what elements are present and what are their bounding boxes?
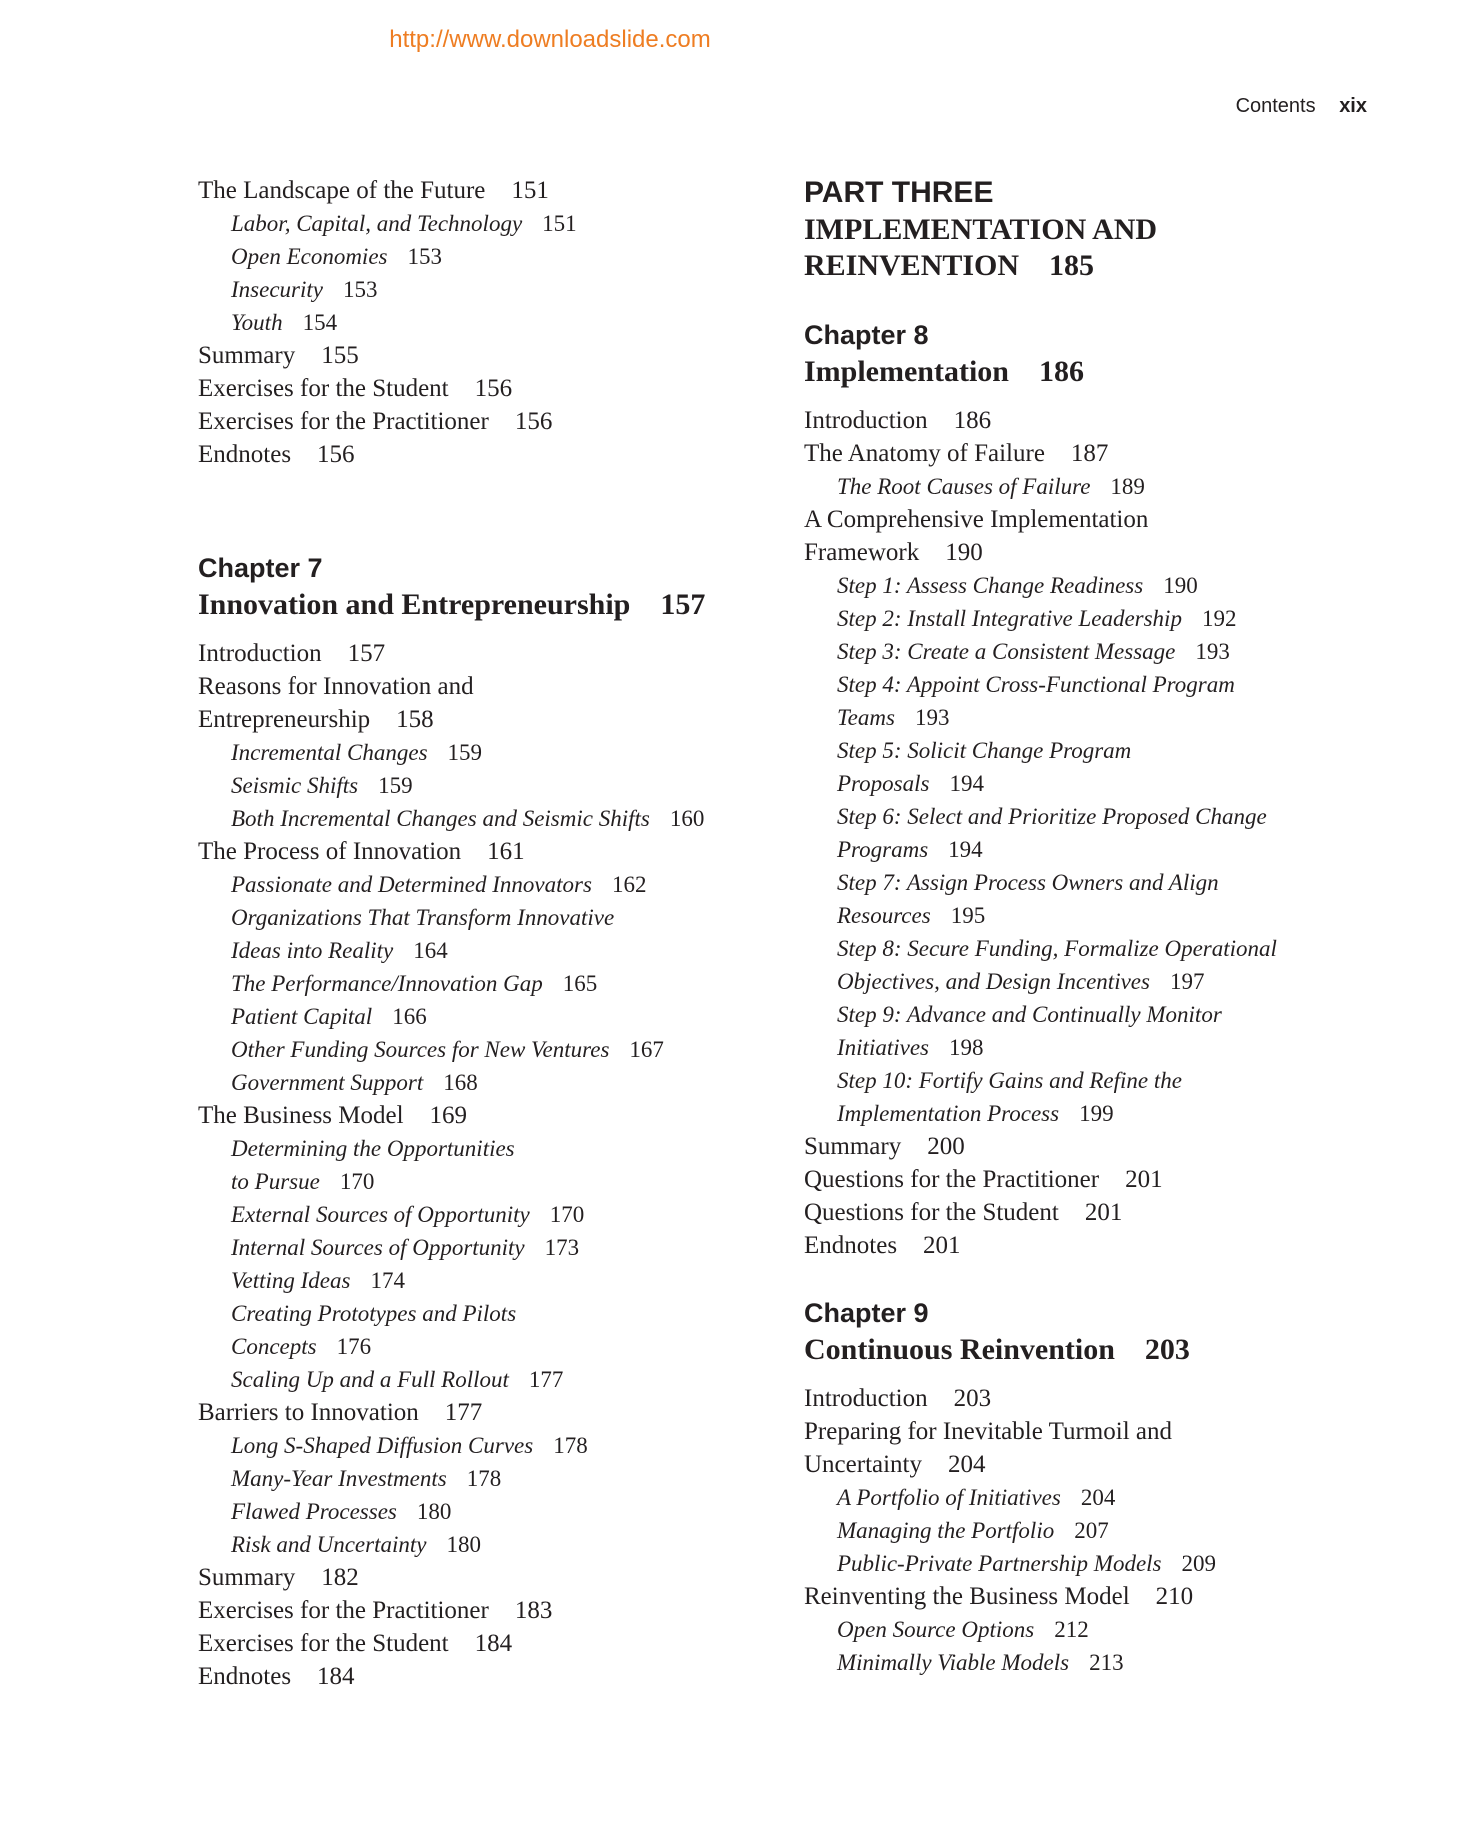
toc-entry [198,1132,758,1165]
toc-entry-page: 180 [416,1499,452,1524]
toc-entry [804,1130,1364,1163]
toc-entry-text: Organizations That Transform Innovative [231,905,615,930]
toc-entry-text: to Pursue [231,1169,320,1194]
toc-entry-page: 155 [321,342,359,369]
toc-entry-text: Insecurity [231,277,323,302]
toc-entry-text: Public-Private Partnership Models [837,1551,1162,1576]
toc-entry-text: Proposals [837,771,930,796]
left-column [198,174,758,1693]
toc-entry-text: Step 6: Select and Prioritize Proposed Change [837,804,1267,829]
toc-entry [804,767,1364,800]
toc-entry-text: Seismic Shifts [231,773,359,798]
chapter-8-page: 186 [1039,355,1084,388]
toc-entry [804,1448,1364,1481]
chapter-8-title [804,352,1364,392]
toc-entry-text: Minimally Viable Models [837,1650,1070,1675]
toc-entry [804,1031,1364,1064]
toc-entry-text: The Performance/Innovation Gap [231,971,543,996]
toc-entry-text: The Anatomy of Failure [804,440,1045,467]
toc-entry [198,703,758,736]
toc-entry-text: Exercises for the Student [198,1630,449,1657]
running-head-page: xix [1339,95,1367,117]
toc-entry-page: 204 [1080,1485,1116,1510]
toc-entry-page: 200 [927,1133,965,1160]
toc-entry-page: 176 [336,1334,372,1359]
toc-entry-page: 193 [914,705,950,730]
toc-entry-text: The Landscape of the Future [198,177,486,204]
toc-entry-page: 157 [347,640,386,667]
toc-entry-text: Programs [837,837,929,862]
toc-entry-text: Uncertainty [804,1451,923,1478]
toc-entry-page: 189 [1110,474,1145,499]
toc-entry-text: Scaling Up and a Full Rollout [231,1367,509,1392]
toc-entry-text: Objectives, and Design Incentives [837,969,1150,994]
toc-entry [198,670,758,703]
toc-entry [804,1481,1364,1514]
toc-entry [198,901,758,934]
toc-entry-text: Youth [231,310,283,335]
toc-entry-text: Reinventing the Business Model [804,1583,1130,1610]
toc-entry-text: External Sources of Opportunity [231,1202,530,1227]
part-page: 185 [1049,249,1095,282]
toc-entry-page: 183 [514,1597,553,1624]
toc-entry-text: Step 5: Solicit Change Program [837,738,1132,763]
chapter-7-title-text: Innovation and Entrepreneurship [198,588,631,621]
toc-entry-page: 168 [443,1070,478,1095]
toc-entry [198,769,758,802]
toc-entry-text: Government Support [231,1070,424,1095]
toc-entry-text: Vetting Ideas [231,1268,351,1293]
chapter-8-label: Chapter 8 [804,320,929,350]
toc-entry [198,1462,758,1495]
toc-entry [804,800,1364,833]
toc-entry [198,273,758,306]
toc-entry [804,1514,1364,1547]
toc-entry [198,1165,758,1198]
toc-entry-page: 212 [1054,1617,1089,1642]
toc-entry [804,1097,1364,1130]
toc-entry-text: Introduction [804,407,928,434]
toc-entry [804,404,1364,437]
toc-entry-text: Creating Prototypes and Pilots [231,1301,517,1326]
toc-entry-text: Flawed Processes [231,1499,397,1524]
toc-entry-text: Both Incremental Changes and Seismic Shifts [231,806,650,831]
toc-entry-page: 182 [321,1564,359,1591]
toc-entry-text: Summary [198,342,296,369]
toc-entry-page: 197 [1169,969,1205,994]
toc-entry [198,339,758,372]
toc-entry-page: 199 [1079,1101,1114,1126]
chapter-7-entries [198,637,758,1693]
right-column [804,174,1364,1679]
toc-entry-page: 201 [1084,1199,1123,1226]
toc-entry-text: Concepts [231,1334,317,1359]
toc-entry-text: Internal Sources of Opportunity [231,1235,525,1260]
toc-entry [198,1000,758,1033]
toc-entry [804,899,1364,932]
toc-entry-page: 162 [611,872,647,897]
toc-entry-page: 161 [487,838,525,865]
toc-entry-page: 210 [1155,1583,1194,1610]
toc-entry-text: Teams [837,705,895,730]
toc-entry [804,1613,1364,1646]
toc-entry-text: Step 2: Install Integrative Leadership [837,606,1182,631]
part-title-text: REINVENTION [804,249,1020,282]
toc-entry [804,437,1364,470]
toc-entry-text: Introduction [198,640,322,667]
part-title-line1: IMPLEMENTATION AND [804,213,1158,246]
toc-entry-text: Step 4: Appoint Cross-Functional Program [837,672,1235,697]
toc-entry [198,1297,758,1330]
toc-entry-page: 173 [544,1235,580,1260]
toc-entry-text: Resources [837,903,931,928]
toc-entry [198,306,758,339]
toc-entry-page: 156 [317,441,355,468]
part-title-line2 [804,248,1364,284]
toc-entry-page: 195 [950,903,986,928]
chapter-9-page: 203 [1144,1333,1190,1366]
toc-entry-text: Summary [198,1564,296,1591]
toc-entry [804,602,1364,635]
toc-entry [198,1429,758,1462]
toc-entry [198,736,758,769]
running-head-label: Contents [1235,95,1316,117]
toc-entry-text: Risk and Uncertainty [231,1532,427,1557]
toc-entry-page: 178 [553,1433,588,1458]
toc-entry-page: 153 [342,277,378,302]
toc-entry-page: 193 [1195,639,1230,664]
toc-entry-page: 158 [396,706,434,733]
toc-entry-text: A Comprehensive Implementation [804,506,1149,533]
toc-entry [198,1495,758,1528]
toc-entry-page: 190 [945,539,983,566]
chapter-7-label: Chapter 7 [198,553,323,583]
toc-entry-text: Step 7: Assign Process Owners and Align [837,870,1219,895]
toc-entry-text: Endnotes [198,1663,292,1690]
toc-entry [804,1064,1364,1097]
toc-entry [804,701,1364,734]
toc-entry [198,637,758,670]
toc-entry [198,438,758,471]
toc-entry [198,1066,758,1099]
toc-entry-page: 156 [474,375,513,402]
toc-entry [198,1330,758,1363]
toc-entry [198,967,758,1000]
toc-entry-text: Managing the Portfolio [837,1518,1055,1543]
toc-entry-page: 151 [542,211,577,236]
toc-entry-text: A Portfolio of Initiatives [837,1485,1061,1510]
toc-entry-text: Other Funding Sources for New Ventures [231,1037,610,1062]
source-url: http://www.downloadslide.com [389,26,711,53]
toc-entry [804,998,1364,1031]
toc-entry [804,1646,1364,1679]
toc-entry [804,1163,1364,1196]
toc-entry [804,1229,1364,1262]
toc-entry [198,1660,758,1693]
toc-entry-page: 177 [444,1399,483,1426]
toc-entry-text: Step 3: Create a Consistent Message [837,639,1176,664]
chapter-9-label: Chapter 9 [804,1298,929,1328]
toc-entry [198,934,758,967]
toc-entry-text: Barriers to Innovation [198,1399,419,1426]
toc-entry [198,1561,758,1594]
toc-entry-text: Open Economies [231,244,388,269]
toc-entry-page: 177 [528,1367,564,1392]
toc-entry-page: 207 [1074,1518,1109,1543]
toc-entry-text: The Business Model [198,1102,404,1129]
toc-entry-text: Step 10: Fortify Gains and Refine the [837,1068,1182,1093]
toc-entry-text: Step 8: Secure Funding, Formalize Operational [837,936,1277,961]
toc-entry-page: 194 [948,837,983,862]
chapter-8-entries [804,404,1364,1262]
toc-entry-text: Exercises for the Student [198,375,449,402]
chapter-7-page: 157 [660,588,706,621]
toc-entry-page: 153 [407,244,442,269]
toc-entry-text: Exercises for the Practitioner [198,1597,489,1624]
toc-entry-page: 192 [1201,606,1237,631]
toc-entry-text: Labor, Capital, and Technology [231,211,523,236]
toc-entry-page: 213 [1089,1650,1124,1675]
toc-entry [804,503,1364,536]
toc-entry-text: Implementation Process [837,1101,1060,1126]
toc-entry-text: Ideas into Reality [231,938,394,963]
toc-entry [804,1382,1364,1415]
toc-entry-page: 201 [1125,1166,1163,1193]
toc-entry-page: 156 [514,408,553,435]
toc-entry-page: 204 [948,1451,986,1478]
chapter-9-entries [804,1382,1364,1679]
toc-entry-text: Many-Year Investments [231,1466,447,1491]
toc-entry-text: Questions for the Student [804,1199,1059,1226]
toc-entry-page: 151 [511,177,549,204]
toc-entry [198,1099,758,1132]
toc-entry-page: 164 [413,938,448,963]
toc-entry [804,1415,1364,1448]
toc-entry-page: 184 [317,1663,355,1690]
toc-entry-page: 180 [446,1532,481,1557]
left-top-entries [198,174,758,471]
toc-entry [198,1396,758,1429]
toc-entry-text: Long S-Shaped Diffusion Curves [231,1433,534,1458]
toc-entry-page: 159 [378,773,413,798]
toc-entry-text: Framework [804,539,920,566]
toc-entry [198,207,758,240]
toc-entry [804,932,1364,965]
toc-entry-page: 165 [562,971,598,996]
toc-entry [804,569,1364,602]
toc-entry-page: 194 [949,771,984,796]
toc-entry [198,835,758,868]
chapter-9-title-text: Continuous Reinvention [804,1333,1115,1366]
toc-entry-text: Passionate and Determined Innovators [231,872,592,897]
toc-entry-text: Endnotes [198,441,292,468]
toc-entry [198,1033,758,1066]
toc-entry [804,833,1364,866]
toc-entry [804,1196,1364,1229]
chapter-7-title [198,585,758,625]
toc-entry [198,405,758,438]
toc-entry [198,1264,758,1297]
toc-entry [198,1594,758,1627]
toc-entry-page: 201 [923,1232,961,1259]
toc-entry-page: 186 [953,407,992,434]
toc-entry-text: Initiatives [837,1035,929,1060]
toc-entry-text: Step 9: Advance and Continually Monitor [837,1002,1222,1027]
toc-entry-page: 167 [629,1037,664,1062]
toc-entry-text: Reasons for Innovation and [198,673,474,700]
toc-entry [804,965,1364,998]
toc-entry-page: 190 [1163,573,1198,598]
toc-entry [198,372,758,405]
toc-entry-text: Entrepreneurship [198,706,371,733]
toc-entry-page: 170 [549,1202,585,1227]
toc-entry-text: Preparing for Inevitable Turmoil and [804,1418,1172,1445]
toc-entry [804,668,1364,701]
toc-entry-text: Questions for the Practitioner [804,1166,1100,1193]
toc-entry-text: Exercises for the Practitioner [198,408,489,435]
toc-entry [198,1198,758,1231]
toc-entry-text: Summary [804,1133,902,1160]
toc-entry-text: The Root Causes of Failure [837,474,1091,499]
toc-entry [804,734,1364,767]
toc-entry-page: 187 [1070,440,1109,467]
running-head [1236,95,1367,118]
toc-entry-text: Patient Capital [231,1004,373,1029]
toc-entry [198,802,758,835]
toc-entry [804,470,1364,503]
toc-entry-page: 184 [474,1630,513,1657]
toc-entry [804,1580,1364,1613]
toc-entry-page: 160 [669,806,705,831]
toc-entry-page: 169 [429,1102,468,1129]
toc-entry-text: Step 1: Assess Change Readiness [837,573,1144,598]
toc-entry-page: 209 [1181,1551,1216,1576]
toc-entry-page: 170 [339,1169,375,1194]
toc-entry [198,1231,758,1264]
toc-entry [198,868,758,901]
chapter-8-title-text: Implementation [804,355,1009,388]
toc-entry-page: 154 [302,310,338,335]
toc-entry-page: 159 [447,740,483,765]
toc-entry-text: The Process of Innovation [198,838,462,865]
toc-entry [804,866,1364,899]
toc-entry-page: 203 [953,1385,992,1412]
toc-entry-text: Introduction [804,1385,928,1412]
part-label: PART THREE [804,176,994,209]
toc-entry [198,1528,758,1561]
toc-entry-page: 198 [948,1035,984,1060]
toc-entry [804,1547,1364,1580]
toc-entry [198,1363,758,1396]
toc-entry-text: Incremental Changes [231,740,428,765]
toc-entry-text: Endnotes [804,1232,898,1259]
toc-entry-text: Determining the Opportunities [231,1136,515,1161]
toc-entry-page: 178 [466,1466,502,1491]
toc-entry-page: 166 [392,1004,427,1029]
toc-entry [198,1627,758,1660]
toc-entry [198,240,758,273]
toc-entry [804,536,1364,569]
toc-entry-page: 174 [370,1268,405,1293]
toc-entry [804,635,1364,668]
toc-entry [198,174,758,207]
chapter-9-title [804,1330,1364,1370]
toc-entry-text: Open Source Options [837,1617,1035,1642]
